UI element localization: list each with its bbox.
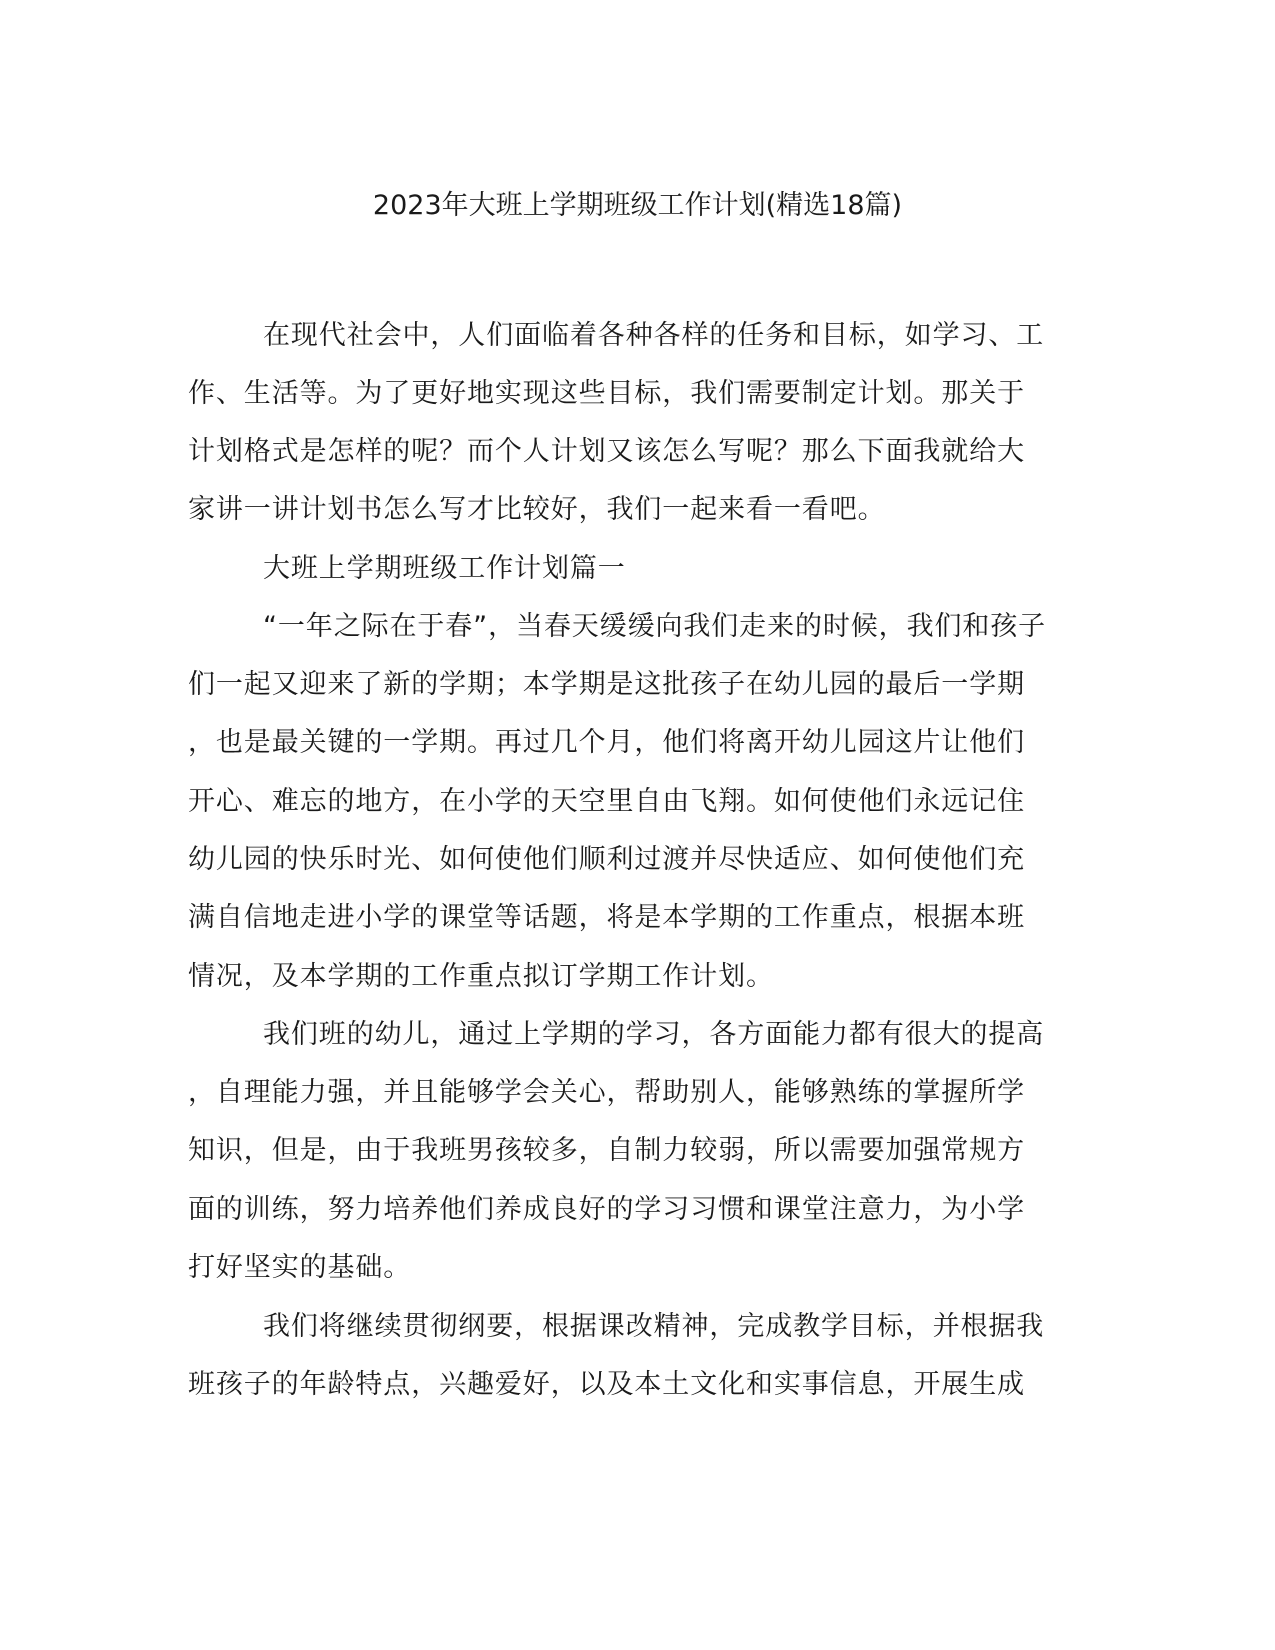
paragraph-3-line-2: 班孩子的年龄特点，兴趣爱好，以及本土文化和实事信息，开展生成 (188, 1369, 1025, 1400)
document-title: 2023年大班上学期班级工作计划(精选18篇) (372, 190, 903, 221)
paragraph-2-line-4: 面的训练，努力培养他们养成良好的学习习惯和课堂注意力，为小学 (188, 1194, 1025, 1225)
paragraph-2-line-1: 我们班的幼儿，通过上学期的学习，各方面能力都有很大的提高 (263, 1019, 1045, 1050)
paragraph-intro-line-4: 家讲一讲计划书怎么写才比较好，我们一起来看一看吧。 (188, 494, 886, 525)
paragraph-1-line-5: 幼儿园的快乐时光、如何使他们顺利过渡并尽快适应、如何使他们充 (188, 844, 1025, 875)
paragraph-2-line-2: ，自理能力强，并且能够学会关心，帮助别人，能够熟练的掌握所学 (188, 1077, 1025, 1108)
paragraph-1-line-3: ，也是最关键的一学期。再过几个月，他们将离开幼儿园这片让他们 (188, 727, 1025, 758)
paragraph-1-line-7: 情况，及本学期的工作重点拟订学期工作计划。 (188, 961, 774, 992)
section-heading: 大班上学期班级工作计划篇一 (263, 553, 626, 584)
paragraph-3-line-1: 我们将继续贯彻纲要，根据课改精神，完成教学目标，并根据我 (263, 1311, 1045, 1342)
paragraph-intro-line-3: 计划格式是怎样的呢？而个人计划又该怎么写呢？那么下面我就给大 (188, 436, 1025, 467)
paragraph-intro-line-1: 在现代社会中，人们面临着各种各样的任务和目标，如学习、工 (263, 320, 1045, 351)
paragraph-2-line-3: 知识，但是，由于我班男孩较多，自制力较弱，所以需要加强常规方 (188, 1135, 1025, 1166)
paragraph-1-line-4: 开心、难忘的地方，在小学的天空里自由飞翔。如何使他们永远记住 (188, 786, 1025, 817)
paragraph-intro-line-2: 作、生活等。为了更好地实现这些目标，我们需要制定计划。那关于 (188, 378, 1025, 409)
paragraph-2-line-5: 打好坚实的基础。 (188, 1252, 412, 1283)
paragraph-1-line-2: 们一起又迎来了新的学期；本学期是这批孩子在幼儿园的最后一学期 (188, 669, 1025, 700)
paragraph-1-line-6: 满自信地走进小学的课堂等话题，将是本学期的工作重点，根据本班 (188, 902, 1025, 933)
paragraph-1-line-1: “一年之际在于春”，当春天缓缓向我们走来的时候，我们和孩子 (263, 611, 1047, 642)
